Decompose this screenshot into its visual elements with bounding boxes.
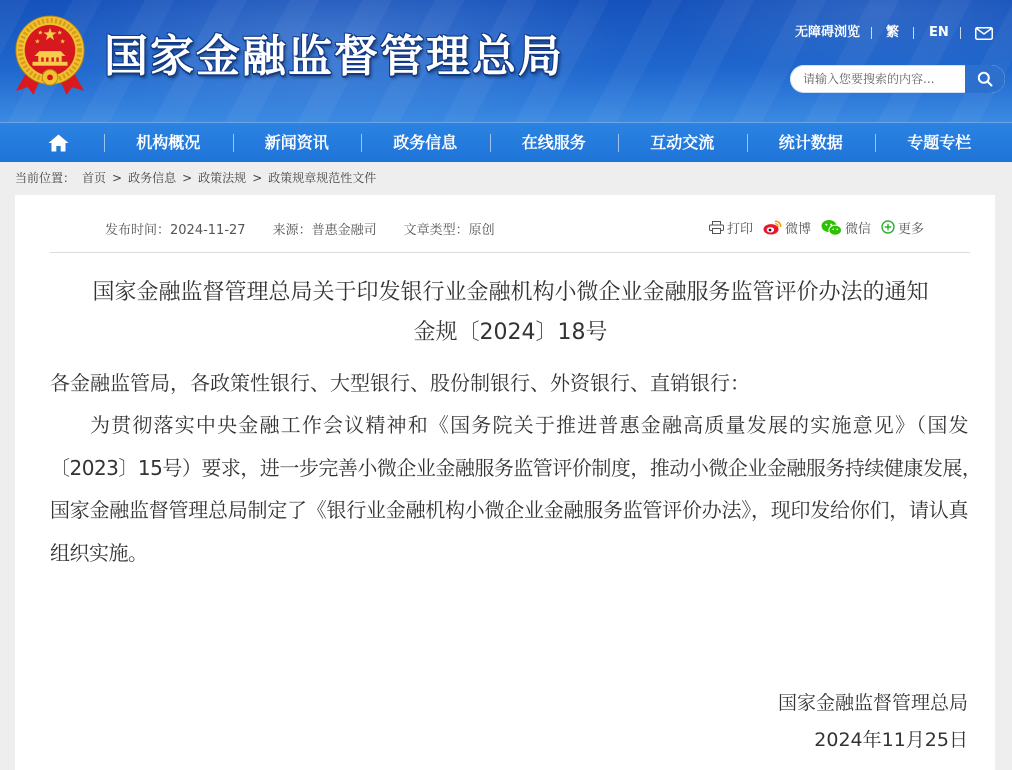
body-line: 〔2023〕15号）要求，进一步完善小微企业金融服务监管评价制度，推动小微企业金融服务持续健康发展， xyxy=(50,455,982,480)
source-value: 普惠金融司 xyxy=(311,222,377,238)
article-title: 国家金融监督管理总局关于印发银行业金融机构小微企业金融服务监管评价办法的通知 xyxy=(92,280,929,305)
body-line: 组织实施。 xyxy=(50,540,148,565)
meta-divider xyxy=(50,252,970,253)
body-line: 为贯彻落实中央金融工作会议精神和《国务院关于推进普惠金融高质量发展的实施意见》（国发 xyxy=(90,413,968,437)
article-source xyxy=(273,219,377,238)
nav-item-government-affairs[interactable]: 政务信息 xyxy=(361,123,490,162)
article-card xyxy=(15,195,995,770)
article-body xyxy=(50,404,982,574)
print-button[interactable] xyxy=(709,218,753,237)
wechat-share-button[interactable] xyxy=(821,218,871,237)
nav-item-online-services[interactable]: 在线服务 xyxy=(490,123,619,162)
breadcrumb-label: 当前位置： xyxy=(15,171,76,185)
publish-date-label: 发布时间： xyxy=(105,222,171,238)
site-header xyxy=(0,0,1012,122)
source-label: 来源： xyxy=(272,222,312,238)
more-share-button[interactable] xyxy=(881,218,924,237)
link-divider xyxy=(960,27,961,39)
english-link[interactable]: EN xyxy=(929,25,949,40)
breadcrumb-policies[interactable]: 政策法规 xyxy=(198,171,247,185)
mail-icon[interactable] xyxy=(975,27,993,40)
nav-home[interactable] xyxy=(12,123,104,162)
home-icon xyxy=(48,134,69,152)
wechat-label: 微信 xyxy=(844,221,871,237)
search-button[interactable] xyxy=(965,65,1005,93)
weibo-label: 微博 xyxy=(784,221,811,237)
link-divider xyxy=(913,27,914,39)
site-title[interactable]: 国家金融监督管理总局 xyxy=(104,31,564,82)
more-label: 更多 xyxy=(897,221,924,237)
document-number: 金规〔2024〕18号 xyxy=(413,320,608,345)
article-type xyxy=(404,219,495,238)
nav-item-special-topics[interactable]: 专题专栏 xyxy=(875,123,1004,162)
weibo-share-button[interactable] xyxy=(763,218,811,237)
article-meta xyxy=(105,219,522,237)
share-toolbar xyxy=(709,218,924,236)
breadcrumb-separator: > xyxy=(112,171,123,185)
publish-date xyxy=(105,219,246,238)
nav-item-interaction[interactable]: 互动交流 xyxy=(618,123,747,162)
search-input[interactable] xyxy=(790,65,965,93)
printer-icon xyxy=(709,221,724,234)
breadcrumb-home[interactable]: 首页 xyxy=(82,171,107,185)
article-salutation: 各金融监管局，各政策性银行、大型银行、股份制银行、外资银行、直销银行： xyxy=(50,371,750,395)
wechat-icon xyxy=(821,219,842,236)
search-box xyxy=(790,65,1005,93)
nav-item-statistics[interactable]: 统计数据 xyxy=(747,123,876,162)
signature-issuer: 国家金融监督管理总局 xyxy=(777,692,968,714)
accessibility-link[interactable]: 无障碍浏览 xyxy=(795,25,861,40)
nav-item-news[interactable]: 新闻资讯 xyxy=(233,123,362,162)
main-nav xyxy=(0,122,1012,162)
link-divider xyxy=(871,27,872,39)
weibo-icon xyxy=(763,219,782,235)
type-label: 文章类型： xyxy=(403,222,469,238)
breadcrumb xyxy=(15,170,376,186)
publish-date-value: 2024-11-27 xyxy=(170,222,246,238)
breadcrumb-separator: > xyxy=(252,171,263,185)
breadcrumb-policy-documents[interactable]: 政策规章规范性文件 xyxy=(268,171,377,185)
breadcrumb-separator: > xyxy=(182,171,193,185)
nav-item-institution[interactable]: 机构概况 xyxy=(104,123,233,162)
national-emblem-logo[interactable] xyxy=(14,15,86,95)
body-line: 国家金融监督管理总局制定了《银行业金融机构小微企业金融服务监管评价办法》，现印发给你们，请认真 xyxy=(50,498,968,522)
breadcrumb-government-affairs[interactable]: 政务信息 xyxy=(128,171,177,185)
plus-circle-icon xyxy=(881,220,895,234)
print-label: 打印 xyxy=(726,221,753,237)
search-icon xyxy=(977,71,993,87)
traditional-chinese-link[interactable]: 繁 xyxy=(886,25,900,40)
type-value: 原创 xyxy=(468,222,495,238)
signature-date: 2024年11月25日 xyxy=(814,729,968,751)
